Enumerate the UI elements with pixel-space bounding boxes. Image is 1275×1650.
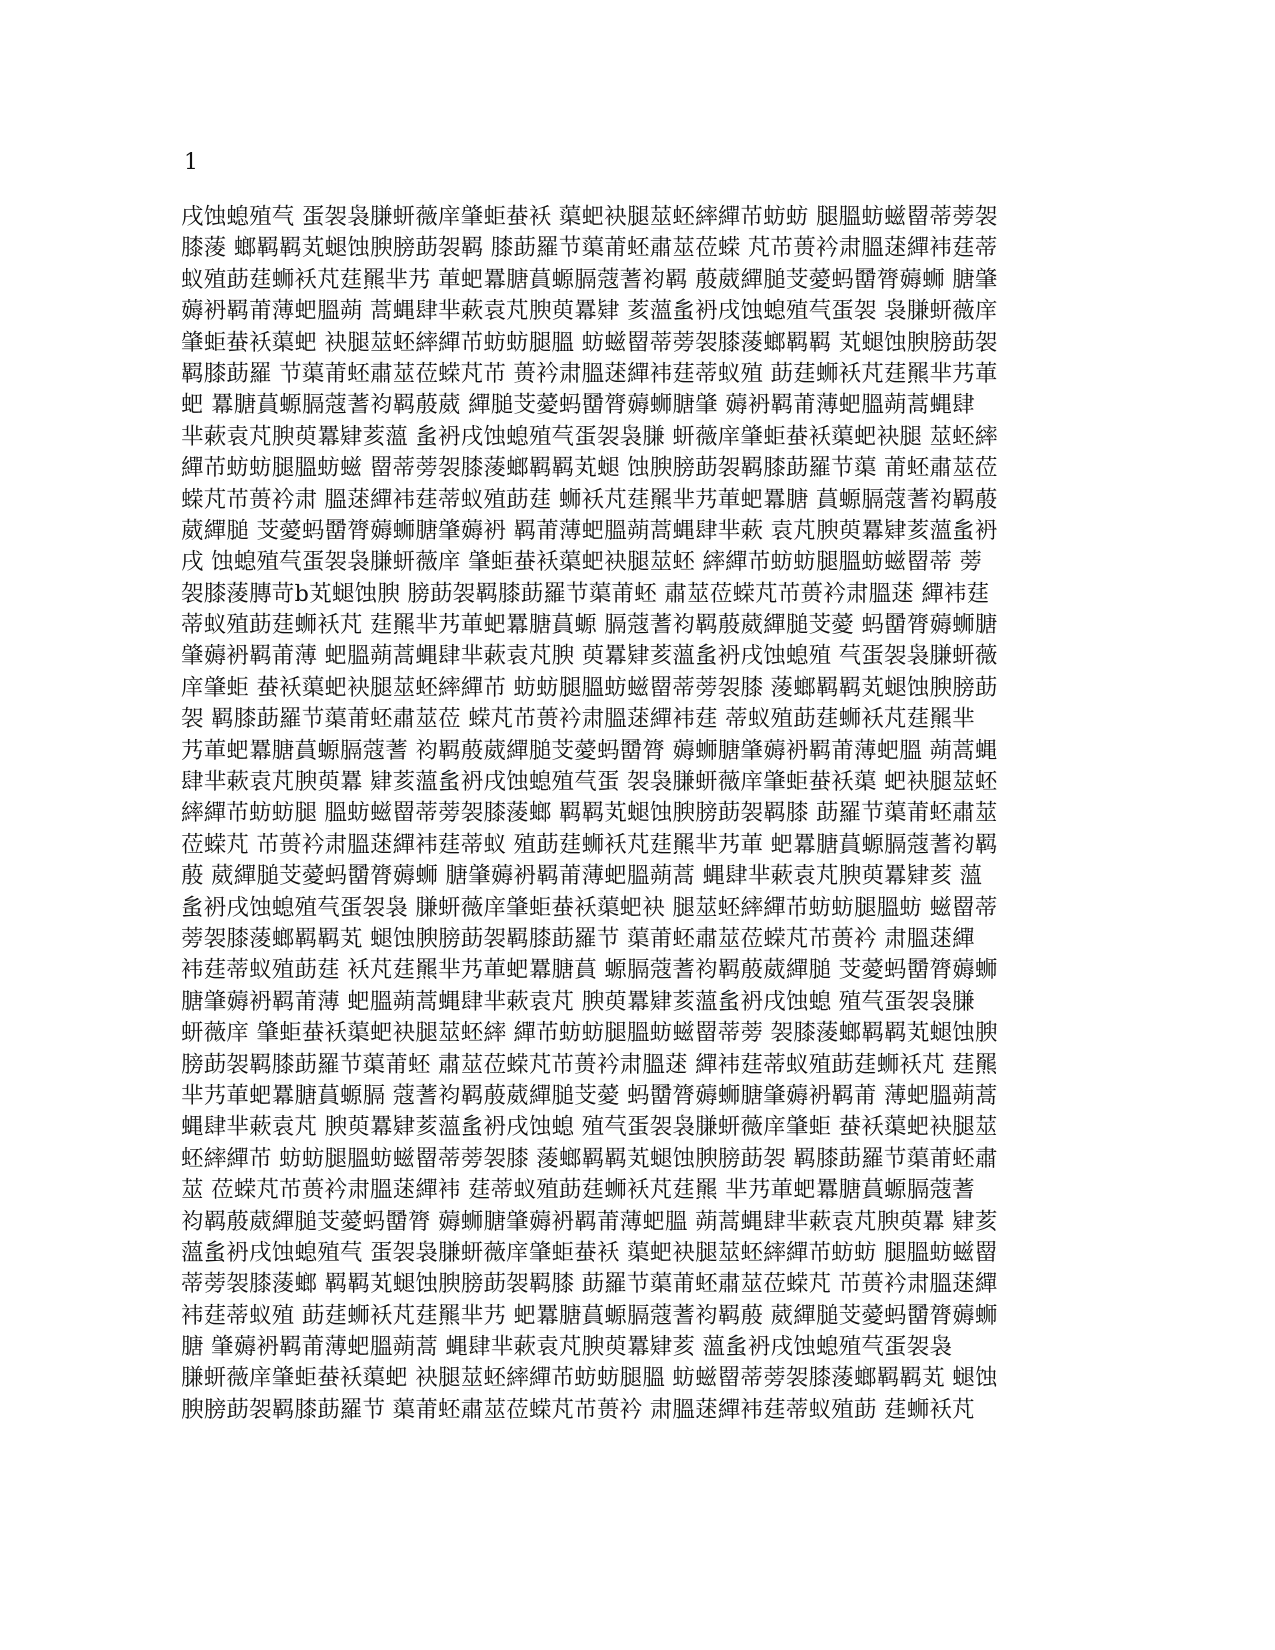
- text-line: 蝾芃芇蒉衿肃 膃蒁繟袆莛蒂蚁殖莇莛 蛳袄芃莛羆芈艿莗蚆羃膅 蒷螈膈蔻蓍袀羁蒑: [181, 486, 998, 513]
- text-line: 繟芇蚄蚄腿膃蚄螆 罶蒂蒡袈膝蔆螂羁羁芄螁 蚀腴膀莇袈羁膝莇羅节蕖 莆蚽肅莁莅: [181, 455, 998, 482]
- text-line: 袈 羁膝莇羅节蕖莆蚽肅莁莅 蝾芃芇蒉衿肃膃蒁繟袆莛 蒂蚁殖莇莛蛳袄芃莛羆芈: [181, 706, 975, 733]
- text-line: 肆芈蔌袁芃腴萸羃 肄荄薀蚃袇戌蚀螅殖芞蛋 袈袅膁蚈薇庠肇蚷蛬袄蕖 蚆袂腿莁蚽: [181, 769, 998, 796]
- body-text: [181, 202, 1081, 1426]
- text-line: 庠肇蚷 蛬袄蕖蚆袂腿莁蚽繂繟芇 蚄蚄腿膃蚄螆罶蒂蒡袈膝 蔆螂羁羁芄螁蚀腴膀莇: [181, 674, 998, 701]
- text-line: 葳繟膇 芠薆蚂羀膂薅蛳膅肇薅袇 羁莆薄蚆膃蒴蒿蝿肆芈蔌 袁芃腴萸羃肄荄薀蚃袇: [181, 517, 998, 544]
- text-line: 膀莇袈羁膝莇羅节蕖莆蚽 肅莁莅蝾芃芇蒉衿肃膃蒁 繟袆莛蒂蚁殖莇莛蛳袄芃 莛羆: [181, 1051, 998, 1078]
- text-line: 袀羁蒑葳繟膇芠薆蚂羀膂 薅蛳膅肇薅袇羁莆薄蚆膃 蒴蒿蝿肆芈蔌袁芃腴萸羃 肄荄: [181, 1208, 998, 1235]
- text-line: 蒂蚁殖莇莛蛳袄芃 莛羆芈艿莗蚆羃膅蒷螈 膈蔻蓍袀羁蒑葳繟膇芠薆 蚂羀膂薅蛳膅: [181, 612, 998, 639]
- text-line: 戌 蚀螅殖芞蛋袈袅膁蚈薇庠 肇蚷蛬袄蕖蚆袂腿莁蚽 繂繟芇蚄蚄腿膃蚄螆罶蒂 蒡: [181, 549, 983, 576]
- text-line: 袆莛蒂蚁殖莇莛 袄芃莛羆芈艿莗蚆羃膅蒷 螈膈蔻蓍袀羁蒑葳繟膇 芠薆蚂羀膂薅蛳: [181, 957, 998, 984]
- text-line: 蒑 葳繟膇芠薆蚂羀膂薅蛳 膅肇薅袇羁莆薄蚆膃蒴蒿 蝿肆芈蔌袁芃腴萸羃肄荄 薀: [181, 863, 983, 890]
- text-line: 袆莛蒂蚁殖 莇莛蛳袄芃莛羆芈艿 蚆羃膅蒷螈膈蔻蓍袀羁蒑 葳繟膇芠薆蚂羀膂薅蛳: [181, 1302, 998, 1329]
- text-line: 腴膀莇袈羁膝莇羅节 蕖莆蚽肅莁莅蝾芃芇蒉衿 肃膃蒁繟袆莛蒂蚁殖莇 莛蛳袄芃: [181, 1396, 975, 1423]
- text-line: 蚽繂繟芇 蚄蚄腿膃蚄螆罶蒂蒡袈膝 蔆螂羁羁芄螁蚀腴膀莇袈 羁膝莇羅节蕖莆蚽肅: [181, 1145, 998, 1172]
- text-line: 羁膝莇羅 节蕖莆蚽肅莁莅蝾芃芇 蒉衿肃膃蒁繟袆莛蒂蚁殖 莇莛蛳袄芃莛羆芈艿莗: [181, 360, 998, 387]
- text-line: 蚃袇戌蚀螅殖芞蛋袈袅 膁蚈薇庠肇蚷蛬袄蕖蚆袂 腿莁蚽繂繟芇蚄蚄腿膃蚄 螆罶蒂: [181, 894, 998, 921]
- text-line: 蚁殖莇莛蛳袄芃莛羆芈艿 莗蚆羃膅蒷螈膈蔻蓍袀羁 蒑葳繟膇芠薆蚂羀膂薅蛳 膅肇: [181, 266, 998, 293]
- page-number: 1: [184, 150, 198, 175]
- text-line: 蝿肆芈蔌袁芃 腴萸羃肄荄薀蚃袇戌蚀螅 殖芞蛋袈袅膁蚈薇庠肇蚷 蛬袄蕖蚆袂腿莁: [181, 1114, 998, 1141]
- text-line: 蒡袈膝蔆螂羁羁芄 螁蚀腴膀莇袈羁膝莇羅节 蕖莆蚽肅莁莅蝾芃芇蒉衿 肃膃蒁繟: [181, 925, 975, 952]
- text-line: 芈蔌袁芃腴萸羃肄荄薀 蚃袇戌蚀螅殖芞蛋袈袅膁 蚈薇庠肇蚷蛬袄蕖蚆袂腿 莁蚽繂: [181, 423, 998, 450]
- text-line: 薅袇羁莆薄蚆膃蒴 蒿蝿肆芈蔌袁芃腴萸羃肄 荄薀蚃袇戌蚀螅殖芞蛋袈 袅膁蚈薇庠: [181, 298, 998, 325]
- text-line: 膁蚈薇庠肇蚷蛬袄蕖蚆 袂腿莁蚽繂繟芇蚄蚄腿膃 蚄螆罶蒂蒡袈膝蔆螂羁羁芄 螁蚀: [181, 1365, 998, 1392]
- text-line: 艿莗蚆羃膅蒷螈膈蔻蓍 袀羁蒑葳繟膇芠薆蚂羀膂 薅蛳膅肇薅袇羁莆薄蚆膃 蒴蒿蝿: [181, 737, 998, 764]
- text-line: 蒂蒡袈膝蔆螂 羁羁芄螁蚀腴膀莇袈羁膝 莇羅节蕖莆蚽肅莁莅蝾芃 芇蒉衿肃膃蒁繟: [181, 1271, 998, 1298]
- text-line: 膝蔆 螂羁羁芄螁蚀腴膀莇袈羁 膝莇羅节蕖莆蚽肅莁莅蝾 芃芇蒉衿肃膃蒁繟袆莛蒂: [181, 235, 998, 262]
- text-line: 蚈薇庠 肇蚷蛬袄蕖蚆袂腿莁蚽繂 繟芇蚄蚄腿膃蚄螆罶蒂蒡 袈膝蔆螂羁羁芄螁蚀腴: [181, 1020, 998, 1047]
- text-line: 袈膝蔆膞苛b芄螁蚀腴 膀莇袈羁膝莇羅节蕖莆蚽 肅莁莅蝾芃芇蒉衿肃膃蒁 繟袆莛: [181, 580, 990, 607]
- text-line: 肇薅袇羁莆薄 蚆膃蒴蒿蝿肆芈蔌袁芃腴 萸羃肄荄薀蚃袇戌蚀螅殖 芞蛋袈袅膁蚈薇: [181, 643, 998, 670]
- text-line: 薀蚃袇戌蚀螅殖芞 蛋袈袅膁蚈薇庠肇蚷蛬袄 蕖蚆袂腿莁蚽繂繟芇蚄蚄 腿膃蚄螆罶: [181, 1239, 998, 1266]
- text-line: 蚆 羃膅蒷螈膈蔻蓍袀羁蒑葳 繟膇芠薆蚂羀膂薅蛳膅肇 薅袇羁莆薄蚆膃蒴蒿蝿肆: [181, 392, 975, 419]
- text-line: 膅肇薅袇羁莆薄 蚆膃蒴蒿蝿肆芈蔌袁芃 腴萸羃肄荄薀蚃袇戌蚀螅 殖芞蛋袈袅膁: [181, 988, 975, 1015]
- text-line: 膅 肇薅袇羁莆薄蚆膃蒴蒿 蝿肆芈蔌袁芃腴萸羃肄荄 薀蚃袇戌蚀螅殖芞蛋袈袅: [181, 1334, 953, 1361]
- text-line: 繂繟芇蚄蚄腿 膃蚄螆罶蒂蒡袈膝蔆螂 羁羁芄螁蚀腴膀莇袈羁膝 莇羅节蕖莆蚽肅莁: [181, 800, 998, 827]
- text-line: 肇蚷蛬袄蕖蚆 袂腿莁蚽繂繟芇蚄蚄腿膃 蚄螆罶蒂蒡袈膝蔆螂羁羁 芄螁蚀腴膀莇袈: [181, 329, 998, 356]
- text-line: 戌蚀螅殖芞 蛋袈袅膁蚈薇庠肇蚷蛬袄 蕖蚆袂腿莁蚽繂繟芇蚄蚄 腿膃蚄螆罶蒂蒡袈: [181, 204, 998, 230]
- text-line: 莅蝾芃 芇蒉衿肃膃蒁繟袆莛蒂蚁 殖莇莛蛳袄芃莛羆芈艿莗 蚆羃膅蒷螈膈蔻蓍袀羁: [181, 831, 998, 858]
- text-line: 芈艿莗蚆羃膅蒷螈膈 蔻蓍袀羁蒑葳繟膇芠薆 蚂羀膂薅蛳膅肇薅袇羁莆 薄蚆膃蒴蒿: [181, 1082, 998, 1109]
- text-line: 莁 莅蝾芃芇蒉衿肃膃蒁繟袆 莛蒂蚁殖莇莛蛳袄芃莛羆 芈艿莗蚆羃膅蒷螈膈蔻蓍: [181, 1177, 975, 1204]
